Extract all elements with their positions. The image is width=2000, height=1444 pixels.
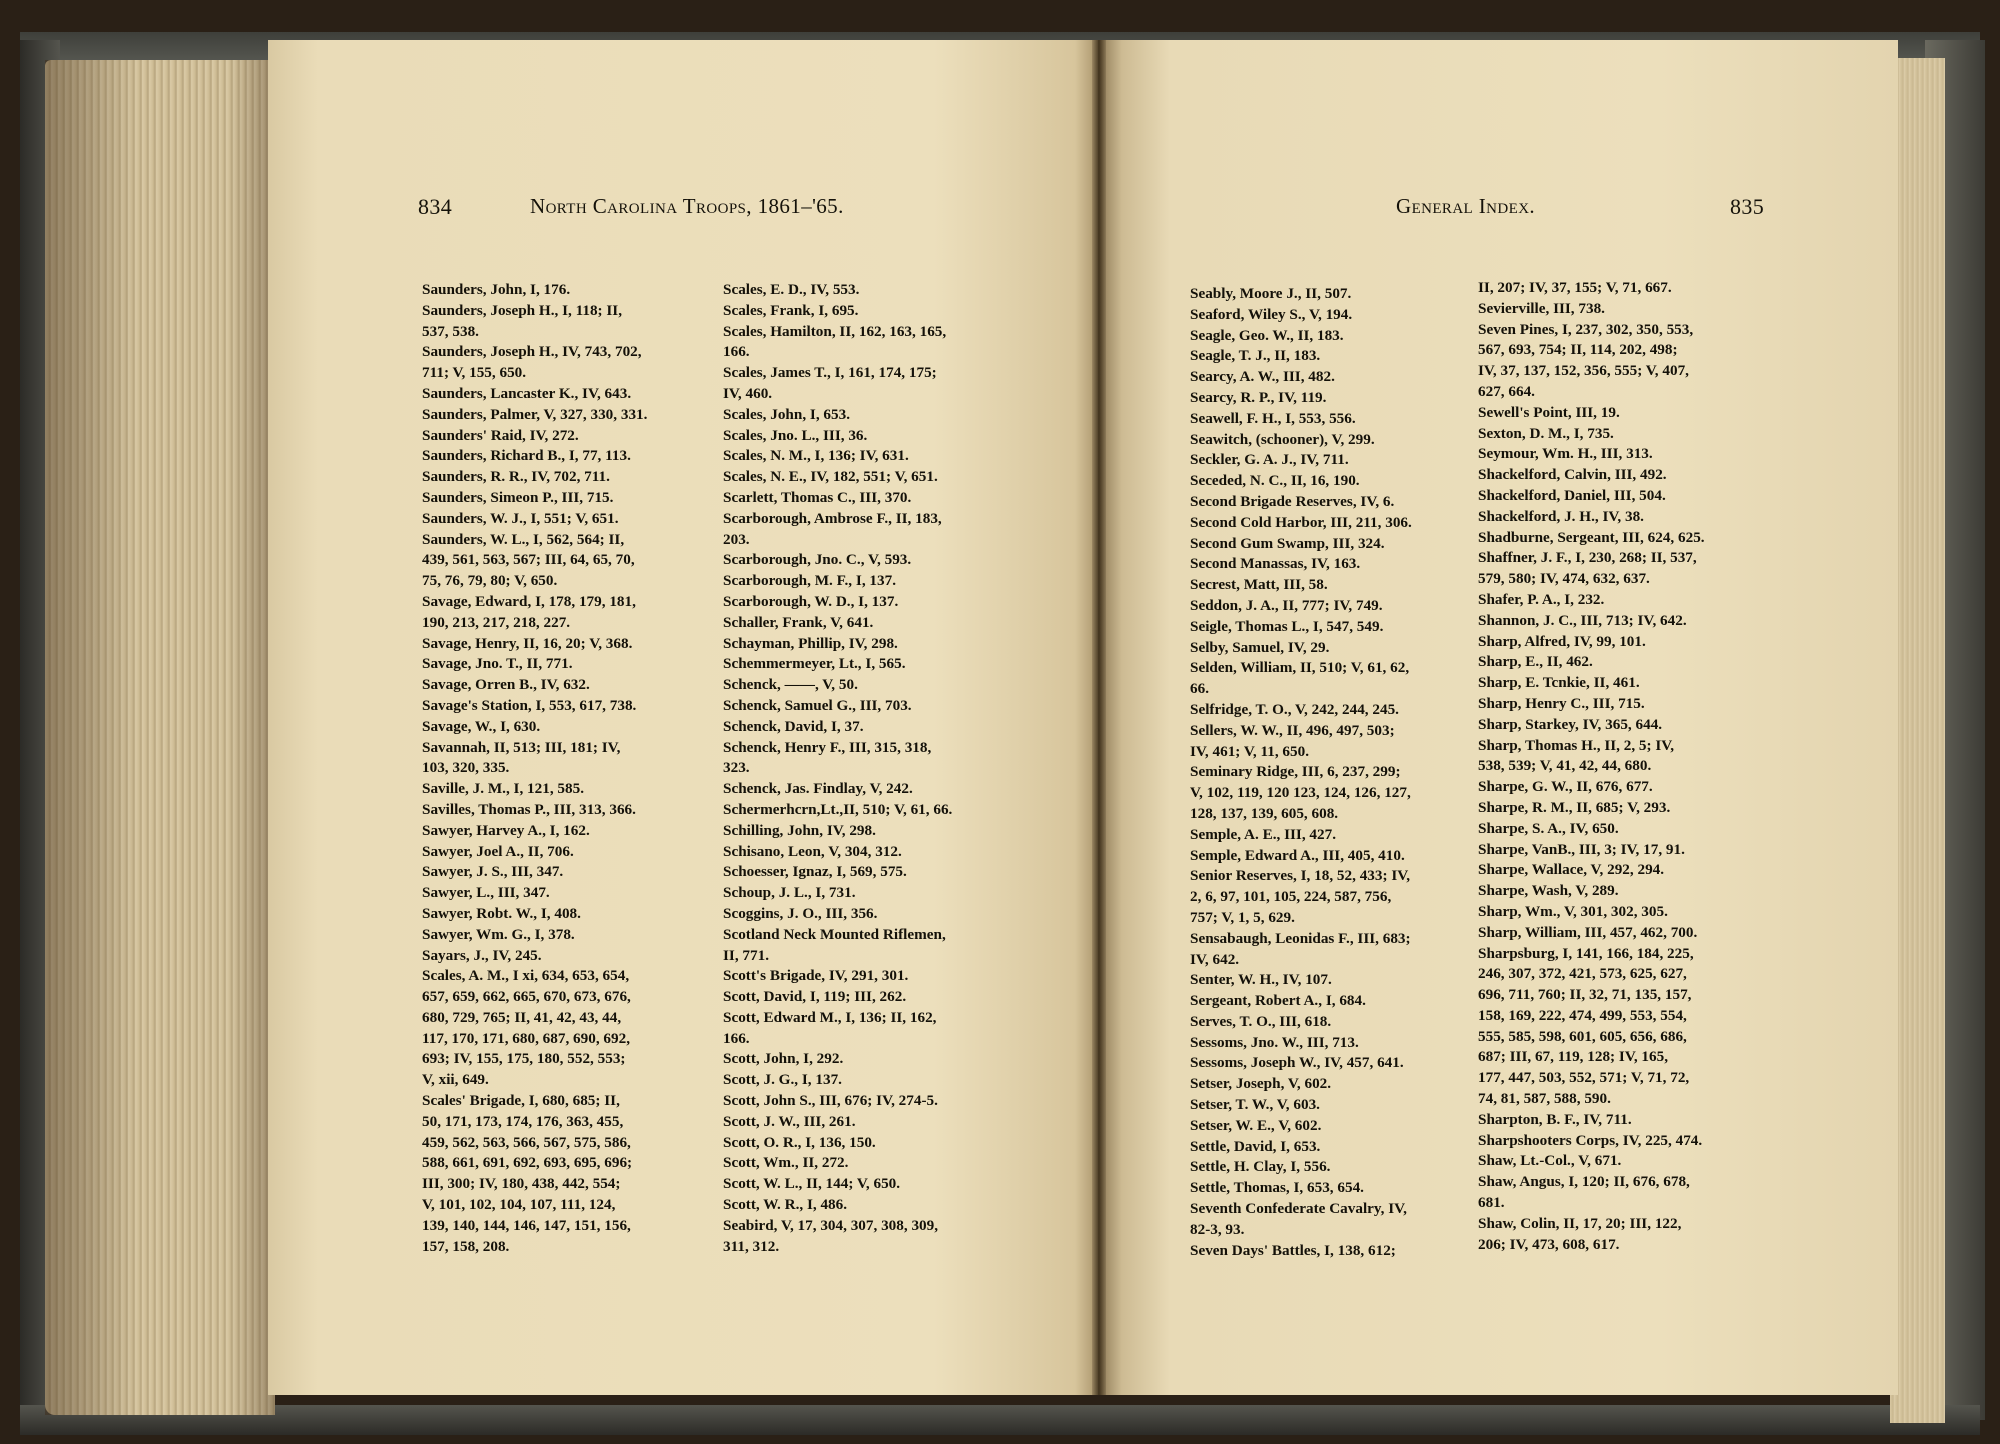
index-line: Scotland Neck Mounted Riflemen, xyxy=(723,925,946,943)
index-line: Shaw, Colin, II, 17, 20; III, 122, xyxy=(1478,1214,1682,1232)
index-line: Scott, O. R., I, 136, 150. xyxy=(723,1133,876,1151)
index-line: IV, 37, 137, 152, 356, 555; V, 407, xyxy=(1478,362,1689,380)
index-line: Saunders, Joseph H., IV, 743, 702, xyxy=(422,343,642,361)
book-gutter xyxy=(1092,40,1106,1395)
index-line: Sexton, D. M., I, 735. xyxy=(1478,424,1614,442)
index-line: 158, 169, 222, 474, 499, 553, 554, xyxy=(1478,1006,1687,1024)
index-line: Saunders, W. J., I, 551; V, 651. xyxy=(422,509,619,527)
index-line: Scott, J. G., I, 137. xyxy=(723,1071,842,1089)
index-line: 82-3, 93. xyxy=(1190,1220,1245,1238)
index-line: Schermerhcrn,Lt.,II, 510; V, 61, 66. xyxy=(723,800,953,818)
index-line: Serves, T. O., III, 618. xyxy=(1190,1012,1332,1030)
index-line: 680, 729, 765; II, 41, 42, 43, 44, xyxy=(422,1008,622,1026)
index-line: Shannon, J. C., III, 713; IV, 642. xyxy=(1478,611,1687,629)
index-line: Savage, W., I, 630. xyxy=(422,717,541,735)
index-line: Sawyer, Joel A., II, 706. xyxy=(422,842,574,860)
index-line: Seabird, V, 17, 304, 307, 308, 309, xyxy=(723,1216,939,1234)
index-line: Sharp, Alfred, IV, 99, 101. xyxy=(1478,632,1646,650)
index-line: Sharp, E., II, 462. xyxy=(1478,653,1593,671)
index-line: Setser, W. E., V, 602. xyxy=(1190,1116,1322,1134)
index-line: Sharp, E. Tcnkie, II, 461. xyxy=(1478,674,1640,692)
right-page-number: 835 xyxy=(1730,194,1765,219)
index-line: II, 771. xyxy=(723,946,769,964)
index-line: Scott, John S., III, 676; IV, 274-5. xyxy=(723,1092,938,1110)
index-line: Sharpshooters Corps, IV, 225, 474. xyxy=(1478,1131,1703,1149)
index-line: Second Brigade Reserves, IV, 6. xyxy=(1190,492,1395,510)
index-line: Shaw, Angus, I, 120; II, 676, 678, xyxy=(1478,1173,1690,1191)
index-line: Sawyer, L., III, 347. xyxy=(422,884,550,902)
index-line: Semple, A. E., III, 427. xyxy=(1190,825,1336,843)
index-line: Schenck, Samuel G., III, 703. xyxy=(723,696,912,714)
index-line: 588, 661, 691, 692, 693, 695, 696; xyxy=(422,1154,633,1172)
index-line: Savilles, Thomas P., III, 313, 366. xyxy=(422,800,636,818)
index-line: 555, 585, 598, 601, 605, 656, 686, xyxy=(1478,1027,1687,1045)
index-line: 206; IV, 473, 608, 617. xyxy=(1478,1235,1620,1253)
index-line: Sewell's Point, III, 19. xyxy=(1478,403,1620,421)
book-cover-bottom xyxy=(20,1405,1980,1435)
index-line: Saunders, John, I, 176. xyxy=(422,281,571,298)
index-line: Sharp, Henry C., III, 715. xyxy=(1478,694,1645,712)
index-line: 103, 320, 335. xyxy=(422,759,510,777)
index-line: 693; IV, 155, 175, 180, 552, 553; xyxy=(422,1050,626,1068)
index-line: Scales, N. E., IV, 182, 551; V, 651. xyxy=(723,468,938,486)
index-line: 696, 711, 760; II, 32, 71, 135, 157, xyxy=(1478,986,1692,1004)
index-line: 579, 580; IV, 474, 632, 637. xyxy=(1478,570,1650,588)
index-line: Seawell, F. H., I, 553, 556. xyxy=(1190,409,1356,427)
index-line: Shaffner, J. F., I, 230, 268; II, 537, xyxy=(1478,549,1697,567)
index-line: Seven Pines, I, 237, 302, 350, 553, xyxy=(1478,320,1694,338)
index-line: Saunders, Palmer, V, 327, 330, 331. xyxy=(422,405,648,423)
index-line: Scott, John, I, 292. xyxy=(723,1050,844,1068)
left-page-number: 834 xyxy=(418,194,453,219)
index-line: Secrest, Matt, III, 58. xyxy=(1190,576,1328,594)
index-line: Sharpe, R. M., II, 685; V, 293. xyxy=(1478,798,1671,816)
index-line: 711; V, 155, 650. xyxy=(422,364,527,382)
index-line: 139, 140, 144, 146, 147, 151, 156, xyxy=(422,1216,631,1234)
index-line: Savage, Orren B., IV, 632. xyxy=(422,676,590,694)
index-line: Shackelford, J. H., IV, 38. xyxy=(1478,507,1644,525)
index-line: Scott, W. L., II, 144; V, 650. xyxy=(723,1175,901,1193)
index-line: Scott, David, I, 119; III, 262. xyxy=(723,988,907,1006)
index-line: 128, 137, 139, 605, 608. xyxy=(1190,804,1339,822)
right-index-column-1 xyxy=(1190,284,1412,1261)
index-line: Seventh Confederate Cavalry, IV, xyxy=(1190,1200,1407,1218)
index-line: Scarborough, M. F., I, 137. xyxy=(723,572,896,590)
index-line: V, 102, 119, 120 123, 124, 126, 127, xyxy=(1190,784,1411,802)
index-line: Second Manassas, IV, 163. xyxy=(1190,555,1361,573)
index-line: Shackelford, Daniel, III, 504. xyxy=(1478,486,1666,504)
index-line: 166. xyxy=(723,343,750,361)
index-line: Scott, Edward M., I, 136; II, 162, xyxy=(723,1008,937,1026)
index-line: 157, 158, 208. xyxy=(422,1237,510,1255)
index-line: Savannah, II, 513; III, 181; IV, xyxy=(422,738,621,756)
index-line: Scarborough, Jno. C., V, 593. xyxy=(723,551,912,569)
index-line: IV, 460. xyxy=(723,384,773,402)
index-line: Sharpe, Wallace, V, 292, 294. xyxy=(1478,861,1665,879)
index-line: 75, 76, 79, 80; V, 650. xyxy=(422,572,558,590)
index-line: 117, 170, 171, 680, 687, 690, 692, xyxy=(422,1029,630,1047)
left-index-column-2 xyxy=(723,280,952,1257)
index-line: Setser, Joseph, V, 602. xyxy=(1190,1075,1332,1093)
index-line: Selfridge, T. O., V, 242, 244, 245. xyxy=(1190,700,1399,718)
index-line: Schoup, J. L., I, 731. xyxy=(723,884,856,902)
index-line: 66. xyxy=(1190,680,1209,698)
index-line: Sharp, Thomas H., II, 2, 5; IV, xyxy=(1478,736,1675,754)
right-index-column-2 xyxy=(1478,278,1705,1255)
index-line: Selby, Samuel, IV, 29. xyxy=(1190,638,1330,656)
index-line: Shadburne, Sergeant, III, 624, 625. xyxy=(1478,528,1705,546)
index-line: Seagle, T. J., II, 183. xyxy=(1190,347,1321,365)
index-line: Settle, Thomas, I, 653, 654. xyxy=(1190,1179,1364,1197)
index-line: Schayman, Phillip, IV, 298. xyxy=(723,634,898,652)
index-line: Sharpe, G. W., II, 676, 677. xyxy=(1478,778,1653,796)
index-line: Sharpe, VanB., III, 3; IV, 17, 91. xyxy=(1478,840,1685,858)
index-line: Shaw, Lt.-Col., V, 671. xyxy=(1478,1152,1622,1170)
index-line: Searcy, R. P., IV, 119. xyxy=(1190,388,1327,406)
index-line: IV, 642. xyxy=(1190,950,1240,968)
index-line: Schemmermeyer, Lt., I, 565. xyxy=(723,655,906,673)
index-line: Saunders, R. R., IV, 702, 711. xyxy=(422,468,610,486)
index-line: Searcy, A. W., III, 482. xyxy=(1190,368,1335,386)
index-line: 166. xyxy=(723,1029,750,1047)
index-line: Seably, Moore J., II, 507. xyxy=(1190,285,1352,302)
index-line: Seven Days' Battles, I, 138, 612; xyxy=(1190,1241,1396,1259)
page-stack-left xyxy=(45,60,275,1415)
index-line: Sharp, Wm., V, 301, 302, 305. xyxy=(1478,902,1668,920)
index-line: Schaller, Frank, V, 641. xyxy=(723,613,874,631)
index-line: 681. xyxy=(1478,1194,1505,1212)
index-line: Scales, E. D., IV, 553. xyxy=(723,281,860,298)
index-line: Sessoms, Jno. W., III, 713. xyxy=(1190,1033,1359,1051)
index-line: Seminary Ridge, III, 6, 237, 299; xyxy=(1190,763,1401,781)
index-line: Schilling, John, IV, 298. xyxy=(723,821,876,839)
left-page xyxy=(268,40,1100,1395)
index-line: 627, 664. xyxy=(1478,382,1535,400)
index-line: 2, 6, 97, 101, 105, 224, 587, 756, xyxy=(1190,888,1392,906)
index-line: Sawyer, J. S., III, 347. xyxy=(422,863,564,881)
right-page xyxy=(1098,40,1898,1395)
index-line: Sharpsburg, I, 141, 166, 184, 225, xyxy=(1478,944,1694,962)
index-line: Scarlett, Thomas C., III, 370. xyxy=(723,488,912,506)
index-line: Shackelford, Calvin, III, 492. xyxy=(1478,466,1667,484)
index-line: Sharpton, B. F., IV, 711. xyxy=(1478,1110,1632,1128)
index-line: Setser, T. W., V, 603. xyxy=(1190,1096,1320,1114)
index-line: Scales, James T., I, 161, 174, 175; xyxy=(723,364,937,382)
index-line: Sevierville, III, 738. xyxy=(1478,299,1605,317)
index-line: Sawyer, Robt. W., I, 408. xyxy=(422,904,581,922)
index-line: Seaford, Wiley S., V, 194. xyxy=(1190,305,1353,323)
index-line: Semple, Edward A., III, 405, 410. xyxy=(1190,846,1405,864)
index-line: Sergeant, Robert A., I, 684. xyxy=(1190,992,1366,1010)
index-line: Second Cold Harbor, III, 211, 306. xyxy=(1190,513,1412,531)
index-line: Scott's Brigade, IV, 291, 301. xyxy=(723,967,909,985)
page-stack-right xyxy=(1890,58,1945,1423)
index-line: Scarborough, W. D., I, 137. xyxy=(723,592,899,610)
index-line: 74, 81, 587, 588, 590. xyxy=(1478,1090,1611,1108)
index-line: Seceded, N. C., II, 16, 190. xyxy=(1190,472,1360,490)
index-line: Seawitch, (schooner), V, 299. xyxy=(1190,430,1375,448)
index-line: 439, 561, 563, 567; III, 64, 65, 70, xyxy=(422,551,635,569)
index-line: Second Gum Swamp, III, 324. xyxy=(1190,534,1385,552)
index-line: 50, 171, 173, 174, 176, 363, 455, xyxy=(422,1112,624,1130)
index-line: 459, 562, 563, 566, 567, 575, 586, xyxy=(422,1133,631,1151)
index-line: Schisano, Leon, V, 304, 312. xyxy=(723,842,902,860)
index-line: Schenck, Henry F., III, 315, 318, xyxy=(723,738,932,756)
index-line: Schenck, Jas. Findlay, V, 242. xyxy=(723,780,913,798)
index-line: Scarborough, Ambrose F., II, 183, xyxy=(723,509,942,527)
index-line: Schenck, David, I, 37. xyxy=(723,717,864,735)
index-line: Sayars, J., IV, 245. xyxy=(422,946,542,964)
index-line: Savage, Jno. T., II, 771. xyxy=(422,655,573,673)
index-line: V, 101, 102, 104, 107, 111, 124, xyxy=(422,1196,616,1214)
index-line: Senior Reserves, I, 18, 52, 433; IV, xyxy=(1190,867,1411,885)
index-line: Sharpe, S. A., IV, 650. xyxy=(1478,819,1619,837)
index-line: Saville, J. M., I, 121, 585. xyxy=(422,780,584,798)
index-line: Scales, A. M., I xi, 634, 653, 654, xyxy=(422,967,630,985)
index-line: Scales' Brigade, I, 680, 685; II, xyxy=(422,1092,620,1110)
index-line: Scales, Frank, I, 695. xyxy=(723,301,859,319)
index-line: 323. xyxy=(723,759,750,777)
right-running-head: General Index. xyxy=(1396,194,1536,218)
index-line: Scott, W. R., I, 486. xyxy=(723,1196,848,1214)
index-line: Saunders, Simeon P., III, 715. xyxy=(422,488,614,506)
index-line: Saunders, Richard B., I, 77, 113. xyxy=(422,447,631,465)
index-line: Scales, John, I, 653. xyxy=(723,405,851,423)
index-line: Sessoms, Joseph W., IV, 457, 641. xyxy=(1190,1054,1404,1072)
index-line: Sharp, William, III, 457, 462, 700. xyxy=(1478,923,1698,941)
index-line: 537, 538. xyxy=(422,322,479,340)
index-line: Seymour, Wm. H., III, 313. xyxy=(1478,445,1653,463)
index-line: Savage, Edward, I, 178, 179, 181, xyxy=(422,592,636,610)
index-line: 657, 659, 662, 665, 670, 673, 676, xyxy=(422,988,631,1006)
index-line: Sawyer, Harvey A., I, 162. xyxy=(422,821,590,839)
index-line: Saunders' Raid, IV, 272. xyxy=(422,426,579,444)
index-line: Schoesser, Ignaz, I, 569, 575. xyxy=(723,863,907,881)
index-line: II, 207; IV, 37, 155; V, 71, 667. xyxy=(1478,279,1672,296)
index-line: Sellers, W. W., II, 496, 497, 503; xyxy=(1190,721,1395,739)
index-line: 538, 539; V, 41, 42, 44, 680. xyxy=(1478,757,1652,775)
index-line: Settle, David, I, 653. xyxy=(1190,1137,1321,1155)
index-line: Saunders, Joseph H., I, 118; II, xyxy=(422,301,623,319)
index-line: Saunders, W. L., I, 562, 564; II, xyxy=(422,530,625,548)
index-line: Saunders, Lancaster K., IV, 643. xyxy=(422,384,632,402)
index-line: Schenck, ——, V, 50. xyxy=(723,676,858,694)
index-line: Sawyer, Wm. G., I, 378. xyxy=(422,925,575,943)
index-line: 190, 213, 217, 218, 227. xyxy=(422,613,571,631)
index-line: 246, 307, 372, 421, 573, 625, 627, xyxy=(1478,965,1687,983)
index-line: Seddon, J. A., II, 777; IV, 749. xyxy=(1190,596,1383,614)
index-line: IV, 461; V, 11, 650. xyxy=(1190,742,1309,760)
index-line: 567, 693, 754; II, 114, 202, 498; xyxy=(1478,341,1678,359)
index-line: 757; V, 1, 5, 629. xyxy=(1190,908,1295,926)
left-running-head: North Carolina Troops, 1861–'65. xyxy=(530,194,844,218)
index-line: Scales, Hamilton, II, 162, 163, 165, xyxy=(723,322,947,340)
index-line: III, 300; IV, 180, 438, 442, 554; xyxy=(422,1175,621,1193)
index-line: Seigle, Thomas L., I, 547, 549. xyxy=(1190,617,1384,635)
index-line: Scales, Jno. L., III, 36. xyxy=(723,426,868,444)
index-line: Scoggins, J. O., III, 356. xyxy=(723,904,878,922)
index-line: Scales, N. M., I, 136; IV, 631. xyxy=(723,447,909,465)
index-line: 177, 447, 503, 552, 571; V, 71, 72, xyxy=(1478,1069,1690,1087)
index-line: Sensabaugh, Leonidas F., III, 683; xyxy=(1190,929,1411,947)
index-line: Shafer, P. A., I, 232. xyxy=(1478,590,1605,608)
index-line: Scott, Wm., II, 272. xyxy=(723,1154,849,1172)
index-line: Sharpe, Wash, V, 289. xyxy=(1478,882,1619,900)
left-index-column-1 xyxy=(422,280,647,1257)
index-line: Savage, Henry, II, 16, 20; V, 368. xyxy=(422,634,633,652)
index-line: Settle, H. Clay, I, 556. xyxy=(1190,1158,1331,1176)
index-line: V, xii, 649. xyxy=(422,1071,489,1089)
index-line: Sharp, Starkey, IV, 365, 644. xyxy=(1478,715,1663,733)
index-line: 311, 312. xyxy=(723,1237,780,1255)
index-line: Seckler, G. A. J., IV, 711. xyxy=(1190,451,1349,469)
index-line: 687; III, 67, 119, 128; IV, 165, xyxy=(1478,1048,1669,1066)
index-line: 203. xyxy=(723,530,750,548)
index-line: Senter, W. H., IV, 107. xyxy=(1190,971,1332,989)
index-line: Savage's Station, I, 553, 617, 738. xyxy=(422,696,637,714)
index-line: Seagle, Geo. W., II, 183. xyxy=(1190,326,1344,344)
index-line: Scott, J. W., III, 261. xyxy=(723,1112,856,1130)
index-line: Selden, William, II, 510; V, 61, 62, xyxy=(1190,659,1410,677)
